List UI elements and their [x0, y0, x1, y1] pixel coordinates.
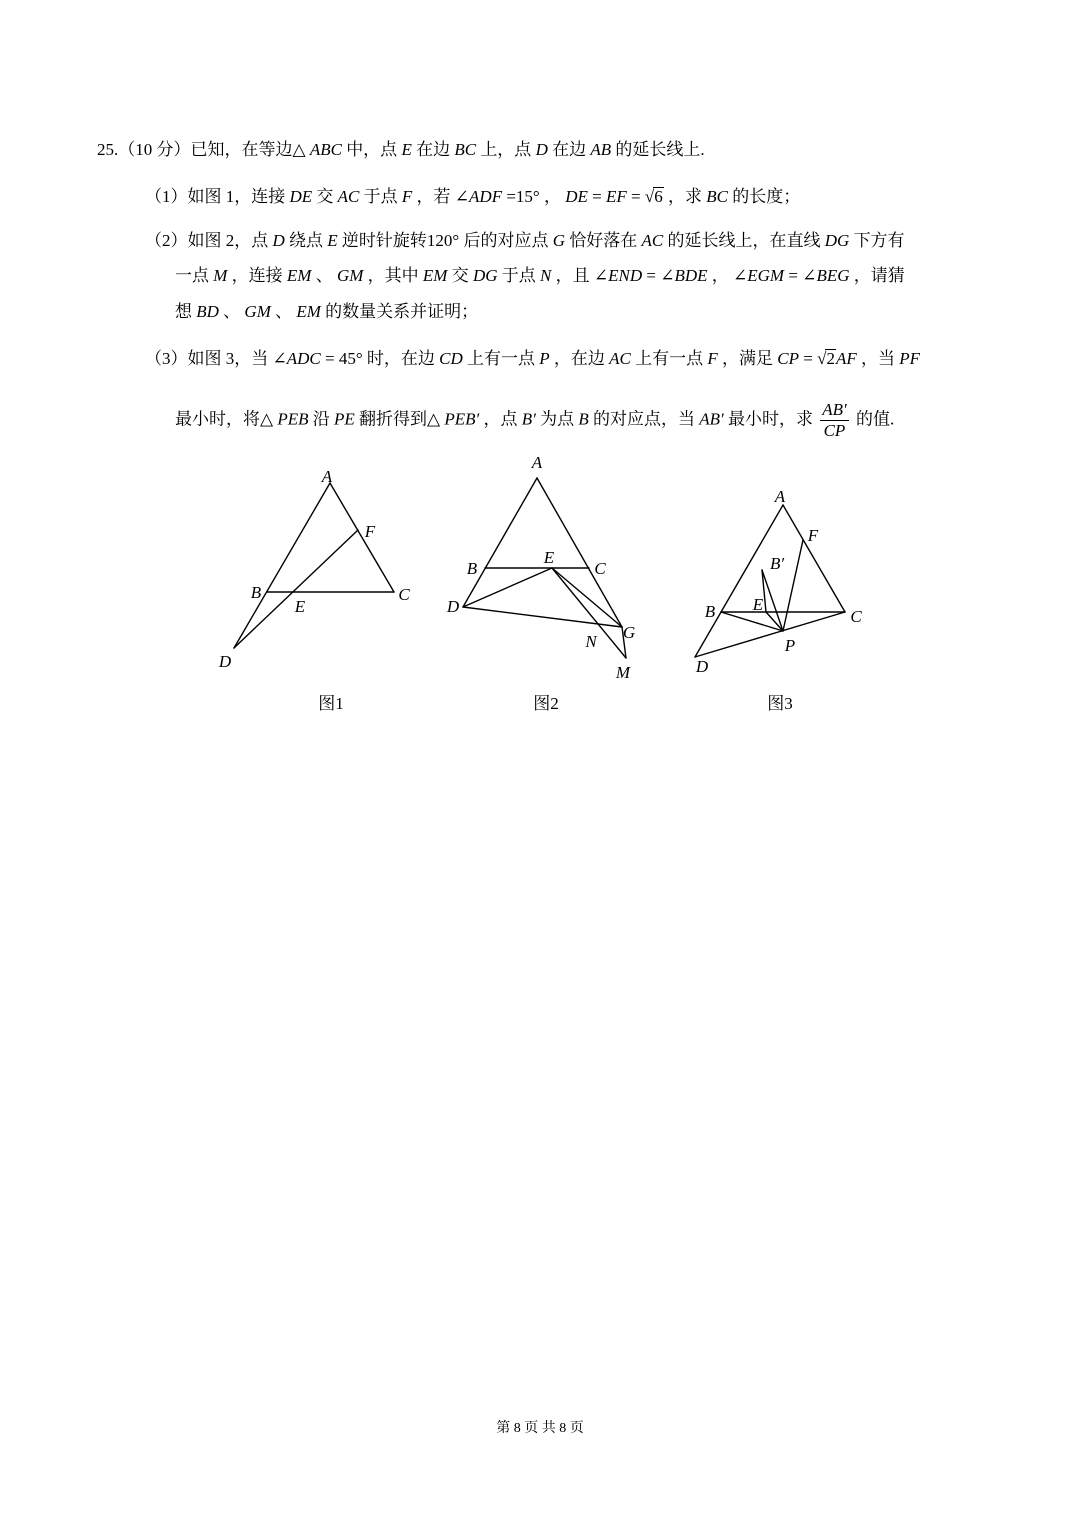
fig3-label-P: P — [784, 636, 796, 655]
fraction-numerator: AB′ — [822, 400, 847, 419]
fig3-caption: 图3 — [767, 694, 793, 713]
math-variable: EF — [606, 187, 627, 206]
fig2-label-E: E — [543, 548, 555, 567]
text-run: ，其中 — [363, 266, 423, 285]
sub-question-3-line-1 — [145, 347, 920, 371]
fig3-label-E: E — [752, 595, 764, 614]
text-run: 交 — [312, 187, 338, 206]
fig3-label-C: C — [850, 607, 862, 626]
math-variable: D — [535, 140, 548, 159]
sqrt-radicand: 6 — [654, 187, 663, 206]
text-run: 在边 — [411, 140, 455, 159]
sub-question-2-line-2 — [175, 264, 905, 288]
math-variable: DE — [565, 187, 588, 206]
math-variable: CD — [439, 349, 463, 368]
math-variable: AB′ — [699, 409, 724, 429]
math-variable: BDE — [674, 266, 708, 285]
fig3-label-D: D — [695, 657, 709, 676]
sub-question-3-line-2 — [175, 400, 895, 440]
fig2-line-AD — [463, 478, 537, 607]
fig2-label-D: D — [446, 597, 460, 616]
text-run: 的延长线上，在直线 — [663, 231, 825, 250]
text-run: ，请猜 — [849, 266, 905, 285]
math-variable: GM — [244, 302, 271, 321]
figure-1 — [218, 467, 410, 713]
fig2-caption: 图2 — [533, 694, 559, 713]
sub-question-2-line-1 — [145, 229, 905, 253]
math-variable: F — [401, 187, 413, 206]
fig1-caption: 图1 — [318, 694, 344, 713]
fig3-line-AC — [783, 505, 845, 612]
text-run: ，点 — [479, 409, 522, 429]
fig2-label-C: C — [594, 559, 606, 578]
math-variable: BEG — [816, 266, 850, 285]
math-variable: AB — [590, 140, 612, 159]
figures — [0, 440, 1080, 730]
sqrt-radicand: 2 — [826, 349, 835, 368]
math-variable: EM — [286, 266, 312, 285]
fig1-line-AD — [234, 483, 330, 648]
fig1-label-C: C — [398, 585, 410, 604]
text-run: ，求 — [663, 187, 707, 206]
text-run: ， ∠ — [707, 266, 748, 285]
text-run: ，若 ∠ — [412, 187, 470, 206]
math-variable: BC — [454, 140, 477, 159]
math-variable: ADF — [469, 187, 503, 206]
fig3-label-A: A — [774, 487, 786, 506]
text-run: 绕点 — [284, 231, 328, 250]
math-variable: PE — [333, 409, 355, 429]
math-variable: DE — [289, 187, 313, 206]
fig1-label-D: D — [218, 652, 232, 671]
sqrt-sign: √ — [817, 349, 827, 368]
fig3-label-F: F — [807, 526, 819, 545]
text-run: 沿 — [308, 409, 334, 429]
math-variable: ADC — [286, 349, 321, 368]
sqrt-expression — [817, 347, 836, 371]
math-variable: PEB — [277, 409, 309, 429]
fig2-label-G: G — [622, 623, 636, 642]
figure-2 — [446, 453, 635, 713]
fig2-label-B: B — [466, 559, 478, 578]
math-variable: F — [707, 349, 718, 368]
math-variable: M — [213, 266, 228, 285]
text-run: 在边 — [547, 140, 591, 159]
text-run: = — [626, 187, 645, 206]
sub-question-1 — [145, 185, 800, 209]
text-run: 最小时，将△ — [175, 409, 278, 429]
math-variable: BD — [196, 302, 219, 321]
math-variable: D — [272, 231, 285, 250]
text-run: = 45° 时，在边 — [320, 349, 440, 368]
text-run: = — [799, 349, 818, 368]
text-run: 为点 — [535, 409, 579, 429]
text-run: 上，点 — [476, 140, 536, 159]
text-run: 想 — [175, 302, 197, 321]
text-run: 的值. — [851, 409, 895, 429]
text-run: 25.（10 分）已知，在等边△ — [97, 140, 310, 159]
figure-3 — [695, 487, 862, 713]
fraction — [820, 400, 849, 441]
math-variable: E — [401, 140, 412, 159]
text-run: 一点 — [175, 266, 214, 285]
sub-question-2-line-3 — [175, 300, 478, 324]
fig1-line-AC — [330, 483, 394, 592]
fig1-label-F: F — [364, 522, 376, 541]
math-variable: AC — [609, 349, 631, 368]
math-variable: EM — [296, 302, 321, 321]
page-footer: 第 8 页 共 8 页 — [496, 1421, 584, 1436]
fig1-label-E: E — [294, 597, 306, 616]
text-run: = — [587, 187, 606, 206]
math-variable: PF — [899, 349, 921, 368]
text-run: 、 — [311, 266, 337, 285]
fraction-denominator: CP — [823, 421, 846, 440]
math-variable: ABC — [309, 140, 342, 159]
fig3-label-B-prime: B′ — [769, 554, 785, 573]
fig3-label-B: B — [704, 602, 716, 621]
math-variable: BC — [706, 187, 728, 206]
sqrt-sign: √ — [644, 187, 655, 206]
text-run: 中，点 — [341, 140, 402, 159]
math-variable: EGM — [747, 266, 785, 285]
text-run: 的延长线上. — [611, 140, 705, 159]
math-variable: B — [578, 409, 589, 429]
math-variable: B′ — [521, 409, 536, 429]
text-run: 最小时，求 — [723, 409, 818, 429]
text-run: 、 — [218, 302, 245, 321]
text-run: （3）如图 3，当 ∠ — [145, 349, 287, 368]
math-variable: CP — [777, 349, 800, 368]
text-run: 的长度； — [727, 187, 801, 206]
text-run: ，满足 — [717, 349, 778, 368]
fig1-label-A: A — [321, 467, 333, 486]
text-run: = ∠ — [784, 266, 817, 285]
text-run: 、 — [270, 302, 297, 321]
text-run: 翻折得到△ — [354, 409, 445, 429]
text-run: ，在边 — [549, 349, 610, 368]
text-run: （2）如图 2，点 — [145, 231, 273, 250]
text-run: =15° ， — [502, 187, 566, 206]
math-variable: N — [540, 266, 552, 285]
fig2-label-M: M — [615, 663, 631, 682]
text-run: 于点 — [497, 266, 541, 285]
fig1-label-B: B — [250, 583, 262, 602]
text-run: 于点 — [359, 187, 402, 206]
math-variable: G — [552, 231, 566, 250]
text-run: 交 — [447, 266, 473, 285]
math-variable: E — [327, 231, 338, 250]
fig3-line-PF — [783, 540, 803, 631]
text-run: 恰好落在 — [565, 231, 642, 250]
fig2-label-A: A — [531, 453, 543, 472]
text-run: 上有一点 — [462, 349, 540, 368]
text-run: = ∠ — [642, 266, 675, 285]
math-variable: DG — [824, 231, 850, 250]
figure-3-lines — [695, 505, 845, 657]
text-run: ，且 ∠ — [551, 266, 609, 285]
text-run: ，连接 — [227, 266, 287, 285]
figure-1-lines — [234, 483, 394, 648]
text-run: 的对应点，当 — [588, 409, 700, 429]
question-stem — [97, 138, 705, 162]
math-variable: END — [608, 266, 643, 285]
text-run: （1）如图 1，连接 — [145, 187, 290, 206]
fig2-line-EG — [552, 568, 622, 627]
text-run: 的数量关系并证明； — [320, 302, 479, 321]
sqrt-expression — [645, 185, 664, 209]
math-variable: P — [539, 349, 550, 368]
text-run: ，当 — [856, 349, 900, 368]
math-variable: AC — [641, 231, 664, 250]
math-variable: GM — [336, 266, 364, 285]
text-run: 逆时针旋转120° 后的对应点 — [337, 231, 553, 250]
math-variable: EM — [422, 266, 448, 285]
text-run: 上有一点 — [630, 349, 708, 368]
text-run: 下方有 — [849, 231, 905, 250]
math-variable: AF — [835, 349, 857, 368]
fig2-label-N: N — [585, 632, 597, 651]
math-variable: DG — [472, 266, 498, 285]
math-variable: PEB′ — [444, 409, 480, 429]
math-variable: AC — [337, 187, 360, 206]
